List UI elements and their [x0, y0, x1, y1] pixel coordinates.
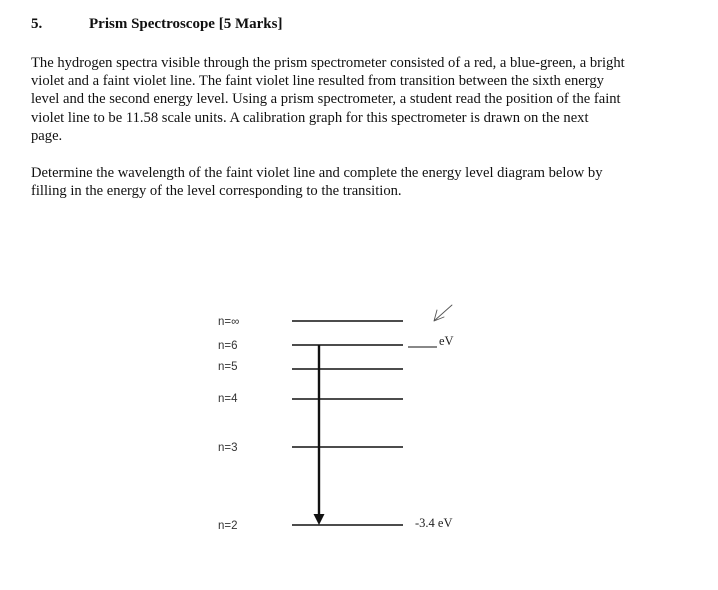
question-title: Prism Spectroscope [5 Marks] — [89, 16, 283, 32]
paragraph-line: filling in the energy of the level corresponding to the transition. — [31, 183, 402, 200]
n2-energy-label: -3.4 eV — [415, 516, 453, 530]
paragraph-line: page. — [31, 127, 63, 144]
level-label-n-infinity: n=∞ — [218, 316, 240, 328]
paragraph-line: The hydrogen spectra visible through the prism spectrometer consisted of a red, a blue-green, a bright — [31, 55, 625, 71]
paragraph-line: violet line to be 11.58 scale units. A calibration graph for this spectrometer is drawn on the next — [31, 109, 589, 126]
paragraph-line: Determine the wavelength of the faint violet line and complete the energy level diagram below by — [31, 165, 603, 181]
question-number: 5. — [31, 16, 43, 32]
n6-energy-unit-label: eV — [439, 334, 454, 348]
paragraph-line: level and the second energy level. Using a prism spectrometer, a student read the position of the faint — [31, 91, 621, 108]
level-label-n3: n=3 — [218, 442, 238, 454]
transition-arrow-head-icon — [314, 514, 325, 525]
paragraph-line: violet and a faint violet line. The faint violet line resulted from transition between the sixth energy — [31, 73, 604, 90]
level-label-n6: n=6 — [218, 340, 238, 352]
handwritten-arrow-icon — [434, 305, 452, 321]
level-label-n2: n=2 — [218, 520, 238, 532]
level-label-n4: n=4 — [218, 393, 238, 405]
level-label-n5: n=5 — [218, 361, 238, 373]
